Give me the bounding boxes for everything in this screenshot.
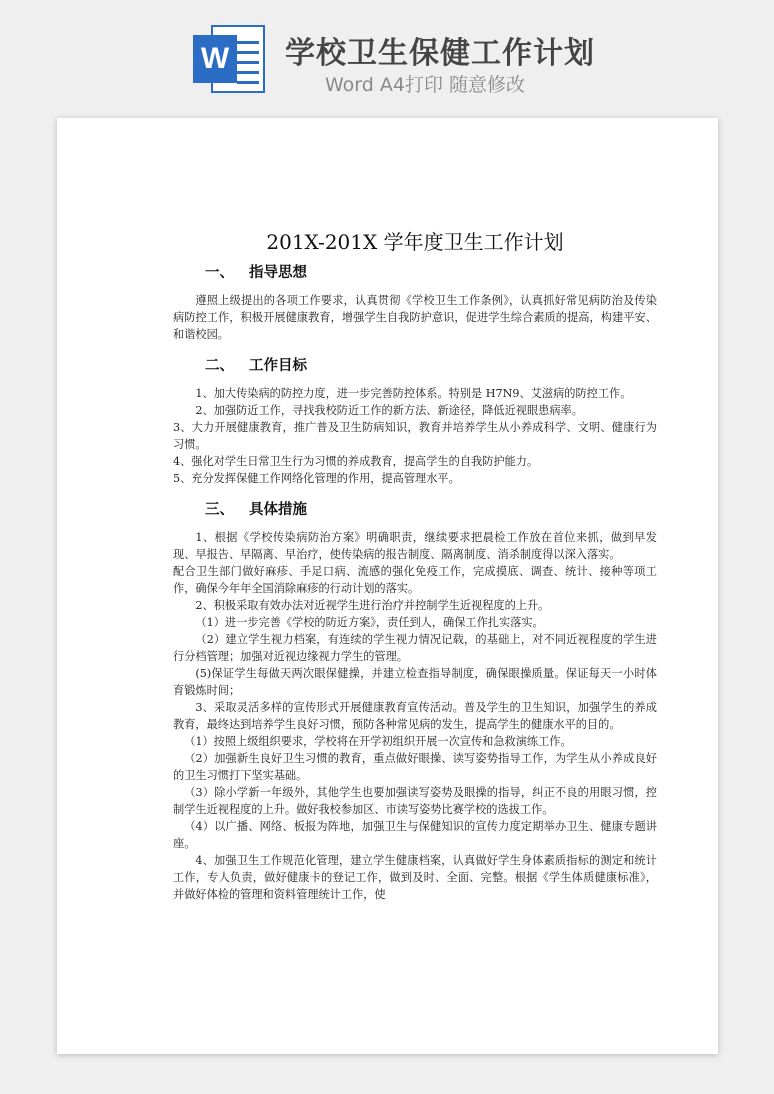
paragraph: 4、强化对学生日常卫生行为习惯的养成教育，提高学生的自我防护能力。: [173, 455, 539, 468]
section-number: 一、: [205, 265, 234, 281]
header: [0, 0, 774, 110]
paragraph: （2）加强新生良好卫生习惯的教育，重点做好眼操、读写姿势指导工作，为学生从小养成良好的卫生习惯打下坚实基础。: [173, 752, 657, 782]
section-number: 三、: [205, 502, 234, 518]
paragraph: （3）除小学新一年级外，其他学生也要加强读写姿势及眼操的指导，纠正不良的用眼习惯，控制学生近视程度的上升。做好我校参加区、市读写姿势比赛学校的选拔工作。: [173, 786, 657, 816]
paragraph: 3、大力开展健康教育，推广普及卫生防病知识，教育并培养学生从小养成科学、文明、健康行为习惯。: [173, 421, 657, 451]
paragraph: （1）进一步完善《学校的防近方案》，责任到人，确保工作扎实落实。: [195, 616, 544, 629]
paragraph: 2、加强防近工作，寻找我校防近工作的新方法、新途径，降低近视眼患病率。: [195, 404, 583, 417]
document-body: [173, 118, 657, 903]
page-subtitle: Word A4打印 随意修改: [325, 74, 526, 96]
paragraph: 配合卫生部门做好麻疹、手足口病、流感的强化免疫工作，完成摸底、调查、统计、接种等项工作，确保今年年全国消除麻疹的行动计划的落实。: [173, 565, 657, 595]
section-number: 二、: [205, 358, 234, 374]
section-heading: [205, 356, 657, 376]
paragraph: 1、根据《学校传染病防治方案》明确职责，继续要求把晨检工作放在首位来抓，做到早发现、早报告、早隔离、早治疗，使传染病的报告制度、隔离制度、消杀制度得以深入落实。: [173, 531, 657, 561]
section-title: 指导思想: [249, 265, 307, 281]
section-heading: [205, 263, 657, 283]
paragraph: 4、加强卫生工作规范化管理，建立学生健康档案，认真做好学生身体素质指标的测定和统计工作，专人负责，做好健康卡的登记工作，做到及时、全面、完整。根据《学生体质健康标准》，并做好体检的管理和资料管理统计工作，使: [173, 854, 657, 901]
paragraph: 5、充分发挥保健工作网络化管理的作用，提高管理水平。: [173, 472, 460, 485]
paragraph: 1、加大传染病的防控力度，进一步完善防控体系。特别是 H7N9、艾滋病的防控工作。: [195, 387, 632, 400]
section-title: 具体措施: [249, 502, 307, 518]
paragraph: （4）以广播、网络、板报为阵地，加强卫生与保健知识的宣传力度定期举办卫生、健康专题讲座。: [173, 820, 657, 850]
paragraph: (5)保证学生每做天两次眼保健操，并建立检查指导制度，确保眼操质量。保证每天一小时体育锻炼时间；: [173, 667, 657, 697]
word-icon: [193, 23, 265, 95]
paragraph: 2、积极采取有效办法对近视学生进行治疗并控制学生近视程度的上升。: [195, 599, 550, 612]
page-title: 学校卫生保健工作计划: [285, 36, 595, 71]
word-icon-letter: W: [193, 35, 237, 83]
paragraph: （1）按照上级组织要求，学校将在开学初组织开展一次宣传和急救演练工作。: [184, 735, 572, 748]
section-title: 工作目标: [249, 358, 307, 374]
paragraph: 遵照上级提出的各项工作要求，认真贯彻《学校卫生工作条例》，认真抓好常见病防治及传染病防控工作，积极开展健康教育，增强学生自我防护意识，促进学生综合素质的提高，构建平安、和谐校园。: [173, 294, 657, 341]
paragraph: （2）建立学生视力档案，有连续的学生视力情况记载，的基础上，对不同近视程度的学生进行分档管理；加强对近视边缘视力学生的管理。: [173, 633, 657, 663]
paragraph: 3、采取灵活多样的宣传形式开展健康教育宣传活动。普及学生的卫生知识，加强学生的养成教育，最终达到培养学生良好习惯，预防各种常见病的发生，提高学生的健康水平的目的。: [173, 701, 657, 731]
document-page: [57, 118, 718, 1054]
section-heading: [205, 500, 657, 520]
document-title: 201X-201X 学年度卫生工作计划: [266, 230, 564, 254]
